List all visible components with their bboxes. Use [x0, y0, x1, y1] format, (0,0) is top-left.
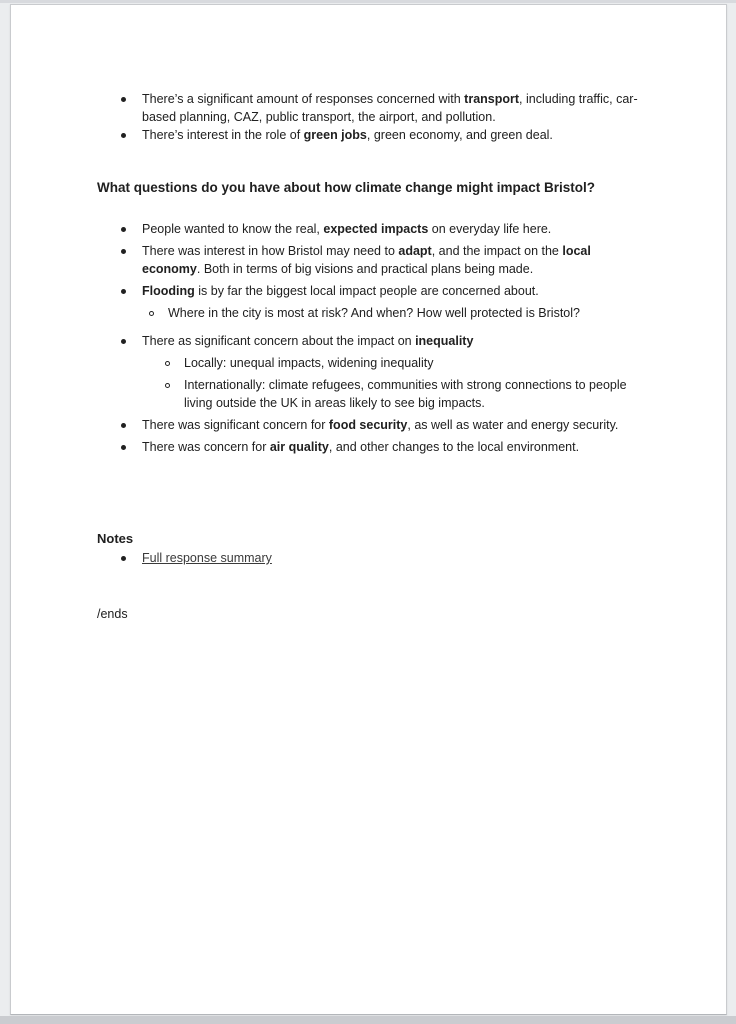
- list-item: [97, 282, 647, 300]
- list-item: [97, 220, 647, 238]
- document-page: [10, 4, 727, 1015]
- list-item-text: There’s a significant amount of responses concerned with transport, including traffic, car-based planning, CAZ, public transport, the airport, and pollution.: [142, 92, 638, 124]
- circle-bullet-icon: [149, 311, 154, 316]
- bullet-icon: [121, 556, 126, 561]
- bullet-icon: [121, 423, 126, 428]
- bullet-icon: [121, 289, 126, 294]
- list-item: [97, 376, 647, 412]
- list-item-text: Where in the city is most at risk? And when? How well protected is Bristol?: [168, 306, 580, 320]
- section-heading: What questions do you have about how climate change might impact Bristol?: [97, 180, 596, 195]
- ends-marker: /ends: [97, 607, 128, 621]
- circle-bullet-icon: [165, 383, 170, 388]
- bullet-icon: [121, 133, 126, 138]
- notes-list: [97, 549, 647, 567]
- list-item: [97, 304, 647, 322]
- list-item-text: There as significant concern about the impact on inequality: [142, 334, 474, 348]
- list-item-text: There was interest in how Bristol may need to adapt, and the impact on the local economy. Both in terms of big visions and practical plans being made.: [142, 244, 591, 276]
- bullet-icon: [121, 339, 126, 344]
- list-item-text: There’s interest in the role of green jobs, green economy, and green deal.: [142, 128, 553, 142]
- bullet-icon: [121, 445, 126, 450]
- list-item: [97, 126, 647, 144]
- list-item-text: There was significant concern for food security, as well as water and energy security.: [142, 418, 619, 432]
- list-item-text: People wanted to know the real, expected impacts on everyday life here.: [142, 222, 552, 236]
- list-item: [97, 90, 647, 126]
- list-item-text: There was concern for air quality, and other changes to the local environment.: [142, 440, 580, 454]
- bullet-icon: [121, 97, 126, 102]
- list-item: [97, 416, 647, 434]
- list-item: [97, 549, 647, 567]
- bullet-icon: [121, 227, 126, 232]
- viewport-top-shadow: [0, 0, 736, 3]
- bullet-list-responses: [97, 90, 647, 144]
- circle-bullet-icon: [165, 361, 170, 366]
- list-item-text: Flooding is by far the biggest local impact people are concerned about.: [142, 284, 539, 298]
- bullet-list-questions: [97, 220, 647, 460]
- viewport-bottom-band: [0, 1016, 736, 1024]
- list-item: [97, 354, 647, 372]
- full-response-summary-link[interactable]: Full response summary: [142, 551, 272, 565]
- list-item-text: Locally: unequal impacts, widening inequality: [184, 356, 434, 370]
- list-item: [97, 332, 647, 350]
- notes-heading: Notes: [97, 531, 134, 546]
- bullet-icon: [121, 249, 126, 254]
- list-item-text: Internationally: climate refugees, communities with strong connections to people living outside the UK in areas likely to see big impacts.: [184, 378, 627, 410]
- list-item: [97, 242, 647, 278]
- list-item: [97, 438, 647, 456]
